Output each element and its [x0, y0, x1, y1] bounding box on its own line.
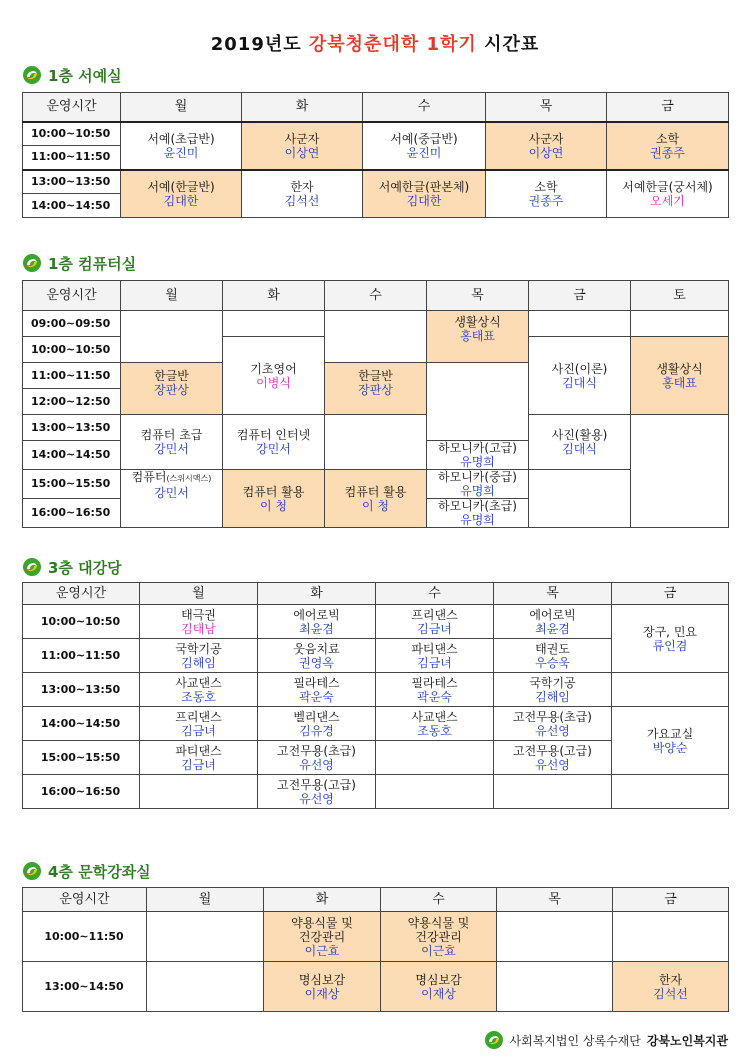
class-title: 소학: [655, 131, 680, 146]
time-cell: 10:00~11:50: [23, 912, 147, 962]
class-cell: [258, 741, 376, 775]
instructor-name: 김석선: [284, 193, 320, 208]
instructor-name: 김대한: [406, 193, 442, 208]
time-cell: 11:00~11:50: [23, 639, 140, 673]
time-cell: 16:00~16:50: [23, 499, 121, 528]
class-cell: [264, 962, 381, 1012]
col-header: 수: [363, 93, 486, 122]
class-cell: [427, 499, 529, 528]
green-swirl-logo: [484, 1030, 504, 1050]
class-cell: [427, 441, 529, 470]
empty-cell: [223, 311, 325, 337]
time-cell: 10:00~10:50: [23, 605, 140, 639]
class-cell: [258, 605, 376, 639]
col-header: 목: [486, 93, 607, 122]
col-header: 목: [427, 281, 529, 311]
time-cell: 14:00~14:50: [23, 194, 121, 218]
title-suffix: 시간표: [476, 34, 540, 55]
class-title: 파티댄스: [175, 743, 222, 758]
title-year: 2019년도: [210, 34, 309, 55]
time-cell: 13:00~13:50: [23, 415, 121, 441]
empty-cell: [325, 415, 427, 470]
empty-cell: [612, 775, 729, 809]
class-cell: [494, 605, 612, 639]
title-program: 강북청춘대학 1학기: [308, 34, 477, 55]
instructor-name: 권종주: [528, 193, 564, 208]
class-title: 필라테스: [411, 675, 458, 690]
class-title: 하모니카(초급): [438, 499, 517, 513]
class-cell: [140, 673, 258, 707]
class-cell: [140, 707, 258, 741]
col-header: 월: [121, 93, 242, 122]
class-title: 서예(중급반): [390, 131, 458, 146]
instructor-name: 유선영: [299, 757, 334, 772]
instructor-name: 유선영: [535, 757, 570, 772]
col-header: 목: [494, 583, 612, 605]
class-cell: [607, 122, 729, 170]
time-cell: 11:00~11:50: [23, 363, 121, 389]
instructor-name: 윤진미: [163, 145, 199, 160]
section-heading-calligraphy: [22, 64, 122, 86]
class-cell: [363, 122, 486, 170]
instructor-name: 권종주: [650, 145, 685, 160]
footer-organization: [484, 1030, 728, 1050]
class-cell: [607, 170, 729, 218]
class-title: 장구, 민요: [643, 624, 697, 639]
green-swirl-icon: [22, 557, 42, 577]
instructor-name: 오세기: [650, 193, 685, 208]
time-cell: 15:00~15:50: [23, 741, 140, 775]
class-title: 약용식물 및: [407, 915, 470, 930]
class-cell: [381, 962, 497, 1012]
col-header: 화: [258, 583, 376, 605]
empty-cell: [497, 912, 613, 962]
col-header: 목: [497, 888, 613, 912]
col-header: 금: [607, 93, 729, 122]
class-cell: [121, 470, 223, 528]
class-cell: [613, 962, 729, 1012]
class-cell: [223, 470, 325, 528]
class-title: 컴퓨터 인터넷: [236, 428, 311, 442]
class-title: 서예(초급반): [147, 131, 215, 146]
auditorium-timetable: [22, 582, 729, 809]
col-header: 화: [223, 281, 325, 311]
time-cell: 14:00~14:50: [23, 441, 121, 470]
class-cell: [121, 415, 223, 470]
class-cell: [427, 470, 529, 499]
time-cell: 09:00~09:50: [23, 311, 121, 337]
class-title: 사군자: [284, 131, 320, 146]
class-cell: [376, 707, 494, 741]
class-title: 사진(이론): [551, 361, 608, 376]
class-title: 건강관리: [415, 929, 462, 944]
page-title: [0, 30, 750, 56]
class-title: 생활상식: [454, 315, 501, 329]
col-header: 월: [147, 888, 264, 912]
class-cell: [223, 337, 325, 415]
class-title: 컴퓨터: [131, 470, 167, 484]
empty-cell: [494, 775, 612, 809]
instructor-name: 장판상: [358, 383, 393, 397]
class-subtitle: (스위시맥스): [166, 474, 212, 483]
instructor-name: 최윤겸: [299, 621, 334, 636]
col-header: 금: [613, 888, 729, 912]
class-cell: [363, 170, 486, 218]
class-cell: [486, 122, 607, 170]
class-cell: [242, 122, 363, 170]
class-title: 서예한글(궁서체): [622, 179, 713, 194]
time-cell: 10:00~10:50: [23, 337, 121, 363]
col-header: 수: [325, 281, 427, 311]
class-cell: [494, 707, 612, 741]
instructor-name: 김금녀: [417, 621, 452, 636]
class-cell: [242, 170, 363, 218]
time-cell: 11:00~11:50: [23, 146, 121, 170]
class-title: 한글반: [154, 369, 189, 383]
section-heading-literature: [22, 860, 151, 882]
empty-cell: [325, 311, 427, 363]
class-cell: [376, 673, 494, 707]
instructor-name: 강민서: [256, 442, 291, 456]
class-cell: [264, 912, 381, 962]
class-title: 명심보감: [415, 972, 462, 987]
section-heading-auditorium: [22, 556, 122, 578]
instructor-name: 류인겸: [652, 638, 688, 653]
col-header: 운영시간: [23, 93, 121, 122]
empty-cell: [612, 673, 729, 707]
instructor-name: 유선영: [535, 723, 570, 738]
calligraphy-timetable: [22, 92, 729, 218]
class-title: 파티댄스: [411, 641, 458, 656]
class-cell: [376, 639, 494, 673]
class-cell: [494, 741, 612, 775]
instructor-name: 조동호: [417, 723, 452, 738]
class-cell: [121, 122, 242, 170]
instructor-name: 이근효: [421, 943, 456, 958]
class-title: 프리댄스: [175, 709, 222, 724]
empty-cell: [497, 962, 613, 1012]
empty-cell: [529, 470, 631, 528]
class-title: 서예(한글반): [147, 179, 215, 194]
class-title: 국학기공: [529, 675, 576, 690]
class-cell: [494, 639, 612, 673]
class-cell: [381, 912, 497, 962]
instructor-name: 장판상: [154, 383, 189, 397]
class-cell: [121, 363, 223, 415]
class-cell: [486, 170, 607, 218]
col-header: 월: [121, 281, 223, 311]
col-header: 운영시간: [23, 888, 147, 912]
instructor-name: 권영옥: [299, 655, 334, 670]
class-title: 컴퓨터 활용: [242, 484, 305, 499]
class-cell: [325, 363, 427, 415]
section-title: 3층 대강당: [48, 558, 122, 577]
col-header: 금: [612, 583, 729, 605]
computer-timetable: [22, 280, 729, 528]
class-title: 컴퓨터 활용: [344, 484, 407, 499]
class-cell: [121, 170, 242, 218]
instructor-name: 김석선: [653, 986, 688, 1001]
col-header: 운영시간: [23, 583, 140, 605]
class-title: 사교댄스: [411, 709, 458, 724]
class-title: 서예한글(판본체): [378, 179, 470, 194]
class-cell: [140, 639, 258, 673]
instructor-name: 윤진미: [406, 145, 442, 160]
instructor-name: 홍태표: [662, 375, 697, 390]
instructor-name: 김금녀: [417, 655, 452, 670]
class-title: 약용식물 및: [291, 915, 353, 930]
class-title: 국학기공: [175, 641, 222, 656]
instructor-name: 김해임: [181, 655, 216, 670]
instructor-name: 강민서: [154, 442, 189, 456]
section-title: 1층 컴퓨터실: [48, 254, 137, 273]
section-heading-computer: [22, 252, 136, 274]
empty-cell: [613, 912, 729, 962]
time-cell: 15:00~15:50: [23, 470, 121, 499]
instructor-name: 홍태표: [460, 329, 495, 343]
time-cell: 12:00~12:50: [23, 389, 121, 415]
instructor-name: 김대식: [562, 375, 597, 390]
instructor-name: 이상연: [528, 145, 564, 160]
empty-cell: [121, 311, 223, 363]
literature-timetable: [22, 887, 729, 1012]
instructor-name: 김해임: [535, 689, 570, 704]
instructor-name: 이병식: [256, 375, 291, 390]
green-swirl-icon: [22, 253, 42, 273]
class-title: 고전무용(고급): [513, 743, 592, 758]
class-title: 컴퓨터 초급: [140, 428, 203, 442]
col-header: 월: [140, 583, 258, 605]
class-title: 고전무용(고급): [277, 777, 356, 792]
class-title: 고전무용(초급): [513, 709, 592, 724]
class-cell: [612, 605, 729, 673]
class-title: 사군자: [528, 131, 564, 146]
class-title: 사진(활용): [551, 428, 608, 442]
section-title: 1층 서예실: [48, 66, 122, 85]
instructor-name: 김태남: [181, 621, 216, 636]
class-title: 사교댄스: [175, 675, 222, 690]
instructor-name: 우승욱: [535, 655, 570, 670]
class-title: 명심보감: [298, 972, 346, 987]
col-header: 수: [381, 888, 497, 912]
green-swirl-icon: [22, 65, 42, 85]
class-title: 한자: [658, 972, 683, 987]
class-title: 가요교실: [646, 726, 694, 741]
instructor-name: 곽운숙: [417, 689, 452, 704]
instructor-name: 이근효: [304, 943, 340, 958]
class-title: 한자: [290, 179, 314, 194]
class-title: 생활상식: [656, 361, 703, 376]
class-cell: [376, 605, 494, 639]
instructor-name: 유명희: [460, 484, 495, 498]
class-title: 프리댄스: [411, 607, 458, 622]
class-title: 필라테스: [293, 675, 340, 690]
instructor-name: 유명희: [460, 513, 495, 527]
class-cell: [529, 415, 631, 470]
instructor-name: 이상연: [284, 145, 320, 160]
class-title: 기초영어: [250, 361, 297, 376]
empty-cell: [376, 775, 494, 809]
instructor-name: 이 청: [362, 498, 389, 513]
class-title: 태극권: [181, 607, 216, 622]
instructor-name: 유선영: [299, 791, 334, 806]
instructor-name: 박양순: [652, 740, 688, 755]
instructor-name: 최윤겸: [535, 621, 570, 636]
col-header: 화: [264, 888, 381, 912]
instructor-name: 김대한: [163, 193, 199, 208]
class-cell: [325, 470, 427, 528]
instructor-name: 이재상: [304, 986, 340, 1001]
col-header: 운영시간: [23, 281, 121, 311]
instructor-name: 김대식: [562, 442, 597, 456]
instructor-name: 이재상: [421, 986, 456, 1001]
center-name: 강북노인복지관: [646, 1033, 728, 1048]
instructor-name: 곽운숙: [299, 689, 334, 704]
class-cell: [258, 673, 376, 707]
class-title: 한글반: [358, 369, 393, 383]
class-cell: [529, 337, 631, 415]
class-title: 건강관리: [298, 929, 346, 944]
class-title: 에어로빅: [529, 607, 576, 622]
time-cell: 13:00~13:50: [23, 673, 140, 707]
col-header: 수: [376, 583, 494, 605]
class-cell: [140, 741, 258, 775]
empty-cell: [147, 962, 264, 1012]
instructor-name: 김금녀: [181, 723, 216, 738]
time-cell: 14:00~14:50: [23, 707, 140, 741]
class-cell: [494, 673, 612, 707]
foundation-name: 사회복지법인 상록수재단: [509, 1033, 641, 1048]
green-swirl-icon: [22, 861, 42, 881]
class-cell: [258, 707, 376, 741]
empty-cell: [631, 415, 729, 528]
empty-cell: [140, 775, 258, 809]
class-cell: [140, 605, 258, 639]
class-title: 에어로빅: [293, 607, 340, 622]
instructor-name: 유명희: [460, 455, 495, 469]
instructor-name: 조동호: [181, 689, 216, 704]
class-title: 하모니카(중급): [438, 470, 517, 484]
empty-cell: [529, 311, 631, 337]
class-cell: [612, 707, 729, 775]
empty-cell: [376, 741, 494, 775]
time-cell: 13:00~13:50: [23, 170, 121, 194]
class-cell: [258, 775, 376, 809]
time-cell: 16:00~16:50: [23, 775, 140, 809]
class-cell: [427, 311, 529, 363]
class-title: 태권도: [535, 641, 570, 656]
empty-cell: [427, 363, 529, 441]
col-header: 토: [631, 281, 729, 311]
instructor-name: 김유경: [299, 723, 334, 738]
instructor-name: 강민서: [154, 486, 189, 500]
class-title: 벨리댄스: [293, 709, 340, 724]
section-title: 4층 문학강좌실: [48, 862, 151, 881]
col-header: 금: [529, 281, 631, 311]
class-cell: [631, 337, 729, 415]
class-cell: [258, 639, 376, 673]
class-title: 소학: [534, 179, 558, 194]
empty-cell: [631, 311, 729, 337]
col-header: 화: [242, 93, 363, 122]
instructor-name: 김금녀: [181, 757, 216, 772]
class-cell: [223, 415, 325, 470]
class-title: 웃음치료: [293, 641, 340, 656]
time-cell: 10:00~10:50: [23, 122, 121, 146]
time-cell: 13:00~14:50: [23, 962, 147, 1012]
class-title: 하모니카(고급): [438, 441, 517, 455]
class-title: 고전무용(초급): [277, 743, 356, 758]
instructor-name: 이 청: [260, 498, 287, 513]
empty-cell: [147, 912, 264, 962]
